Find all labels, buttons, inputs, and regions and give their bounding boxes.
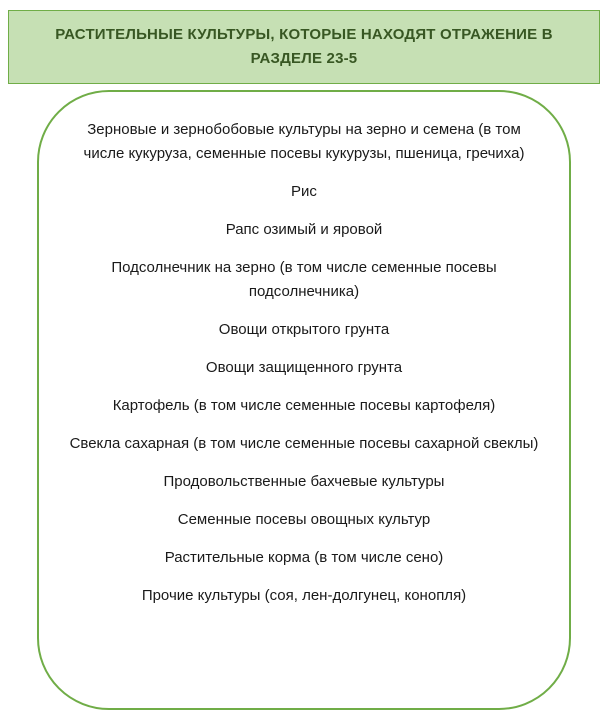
list-item-sugar-beet: Свекла сахарная (в том числе семенные посевы сахарной свеклы) [69, 435, 539, 452]
list-item-melons: Продовольственные бахчевые культуры [163, 473, 445, 490]
title-box [8, 10, 600, 84]
list-item-protected-vegetables: Овощи защищенного грунта [205, 359, 403, 376]
list-item-open-vegetables: Овощи открытого грунта [218, 321, 390, 338]
page-title: РАСТИТЕЛЬНЫЕ КУЛЬТУРЫ, КОТОРЫЕ НАХОДЯТ ОТРАЖЕНИЕ В РАЗДЕЛЕ 23-5 [55, 26, 553, 67]
list-item-rice: Рис [291, 183, 317, 200]
list-item-sunflower: Подсолнечник на зерно (в том числе семенные посевы подсолнечника) [111, 259, 497, 300]
list-item-rapeseed: Рапс озимый и яровой [225, 221, 383, 238]
list-item-potato: Картофель (в том числе семенные посевы картофеля) [112, 397, 496, 414]
list-item-other-crops: Прочие культуры (соя, лен-долгунец, конопля) [141, 587, 467, 604]
list-item-cereals: Зерновые и зернобобовые культуры на зерно и семена (в том числе кукуруза, семенные посевы кукурузы, пшеница, гречиха) [83, 121, 525, 162]
list-item-fodder: Растительные корма (в том числе сено) [164, 549, 444, 566]
crops-list-box [37, 90, 571, 710]
list-item-vegetable-seeds: Семенные посевы овощных культур [177, 511, 431, 528]
